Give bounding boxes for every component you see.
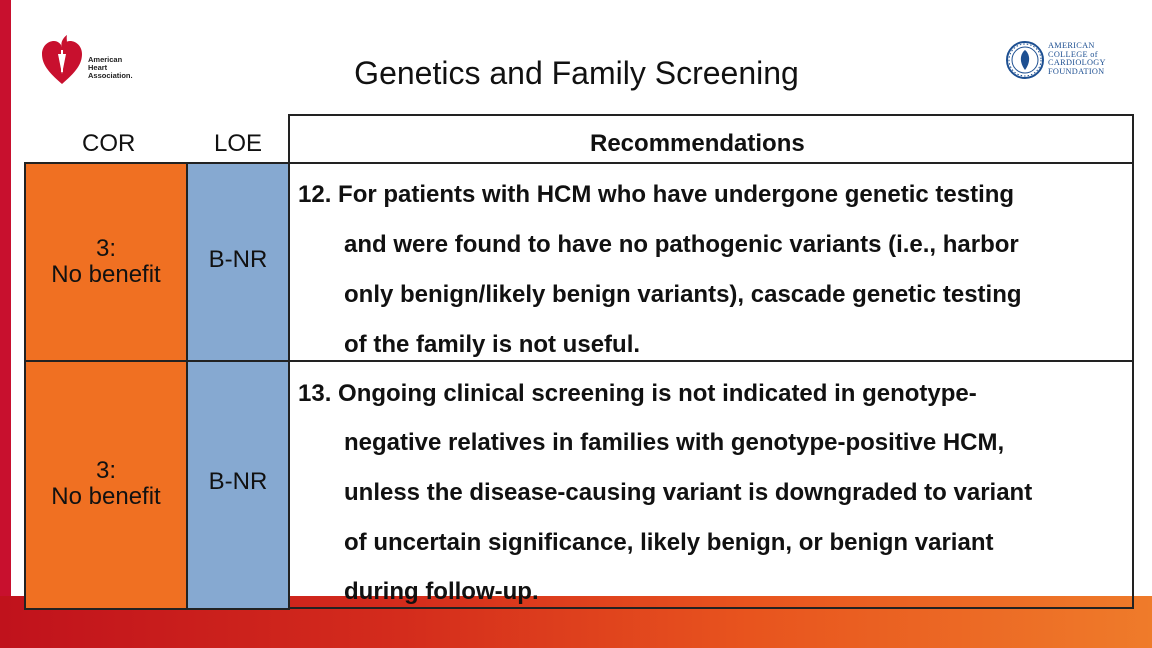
header-recommendations: Recommendations xyxy=(590,130,805,157)
aha-wordmark: American Heart Association. xyxy=(88,55,133,80)
recommendation-12-line-4: of the family is not useful. xyxy=(344,331,641,358)
acc-wordmark: AMERICAN COLLEGE of CARDIOLOGY FOUNDATION xyxy=(1048,41,1106,76)
cor-value: 3: No benefit xyxy=(51,235,161,288)
row-divider xyxy=(288,360,1134,362)
cor-cell-row-1 xyxy=(24,162,188,362)
loe-cell-row-1 xyxy=(188,162,290,362)
slide-title: Genetics and Family Screening xyxy=(354,55,799,91)
recommendation-13-line-3: unless the disease-causing variant is downgraded to variant xyxy=(344,479,1033,506)
cor-cell-row-2 xyxy=(24,360,188,610)
header-divider xyxy=(288,162,1134,164)
recommendation-13-line-2: negative relatives in families with genotype-positive HCM, xyxy=(344,429,1005,456)
recommendation-13-line-5: during follow-up. xyxy=(344,578,539,605)
header-loe: LOE xyxy=(214,130,263,157)
cor-value: 3: No benefit xyxy=(51,457,161,510)
recommendation-12-line-3: only benign/likely benign variants), cascade genetic testing xyxy=(344,281,1022,308)
loe-value: B-NR xyxy=(208,246,268,273)
recommendation-12-line-1: 12. For patients with HCM who have undergone genetic testing xyxy=(298,181,1015,208)
loe-cell-row-2 xyxy=(188,360,290,610)
left-accent-bar xyxy=(0,0,11,648)
header-cor: COR xyxy=(82,130,136,157)
recommendation-13-line-1: 13. Ongoing clinical screening is not indicated in genotype- xyxy=(298,380,977,407)
recommendation-12-line-2: and were found to have no pathogenic variants (i.e., harbor xyxy=(344,231,1019,258)
recommendation-13-line-4: of uncertain significance, likely benign, or benign variant xyxy=(344,529,994,556)
loe-value: B-NR xyxy=(208,468,268,495)
